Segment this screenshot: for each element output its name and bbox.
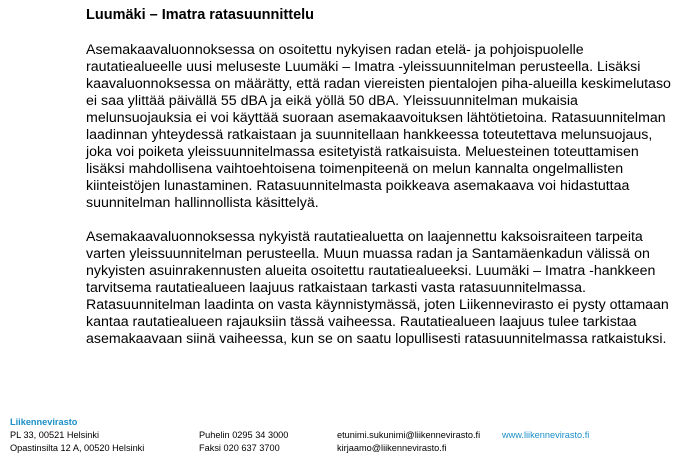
website-link[interactable]: www.liikennevirasto.fi: [502, 430, 590, 440]
footer-phone: [199, 429, 288, 455]
address-line-street: Opastinsilta 12 A, 00520 Helsinki: [10, 443, 145, 453]
footer-website: [502, 429, 589, 442]
email-registry-link[interactable]: kirjaamo@liikennevirasto.fi: [337, 443, 447, 453]
paragraph-1: Asemakaavaluonnoksessa on osoitettu nykyisen radan etelä- ja pohjoispuolelle rautatiealueelle uusi meluseste Luumäki – Imatra -yleissuunnitelman perusteella. Lisäksi kaavaluonnoksessa on määrätty, että radan viereisten pientalojen piha-alueilla keskimelutaso ei saa ylittää päivällä 55 dBA ja eikä yöllä 50 dBA. Yleissuunnitelman mukaisia melunsuojauksia ei voi käyttää suoraan asemakaavoituksen lähtötietoina. Ratasuunnitelman laadinnan yhteydessä ratkaistaan ja suunnitellaan hankkeessa toteutettava melunsuojaus, joka voi poiketa yleissuunnitelmassa esitetyistä ratkaisuista. Meluesteinen toteuttamisen lisäksi mahdollisena vaihtoehtoisena toimenpiteenä on melun kannalta ongelmallisten kiinteistöjen lunastaminen. Ratasuunnitelmasta poikkeava asemakaava voi hidastuttaa suunnitelman hallinnollista käsittelyä.: [86, 42, 671, 211]
address-line-postal: PL 33, 00521 Helsinki: [10, 430, 100, 440]
paragraph-2: Asemakaavaluonnoksessa nykyistä rautatiealuetta on laajennettu kaksoisraiteen tarpeita varten yleissuunnitelman perusteella. Muun muassa radan ja Santamäenkadun välissä on nykyisten asuinrakennusten alueita osoitettu rautatiealueeksi. Luumäki – Imatra -hankkeen tarvitsema rautatiealueen laajuus ratkaistaan tarkasti vasta ratasuunnitelmassa. Ratasuunnitelman laadinta on vasta käynnistymässä, joten Liikennevirasto ei pysty ottamaan kantaa rautatiealueen rajauksiin tässä vaiheessa. Rautatiealueen laajuus tulee tarkistaa asemakaavaan siinä vaiheessa, kun se on saatu lopullisesti ratasuunnitelmassa ratkaistuksi.: [86, 229, 669, 347]
phone-number: Puhelin 0295 34 3000: [199, 430, 289, 440]
email-personal-link[interactable]: etunimi.sukunimi@liikennevirasto.fi: [337, 430, 481, 440]
fax-number: Faksi 020 637 3700: [199, 443, 280, 453]
document-title: Luumäki – Imatra ratasuunnittelu: [86, 7, 315, 23]
footer-address: [10, 429, 144, 455]
organization-name: Liikennevirasto: [10, 417, 78, 427]
document-body: [86, 5, 676, 365]
page-footer: [0, 414, 688, 466]
footer-email: [337, 429, 480, 455]
